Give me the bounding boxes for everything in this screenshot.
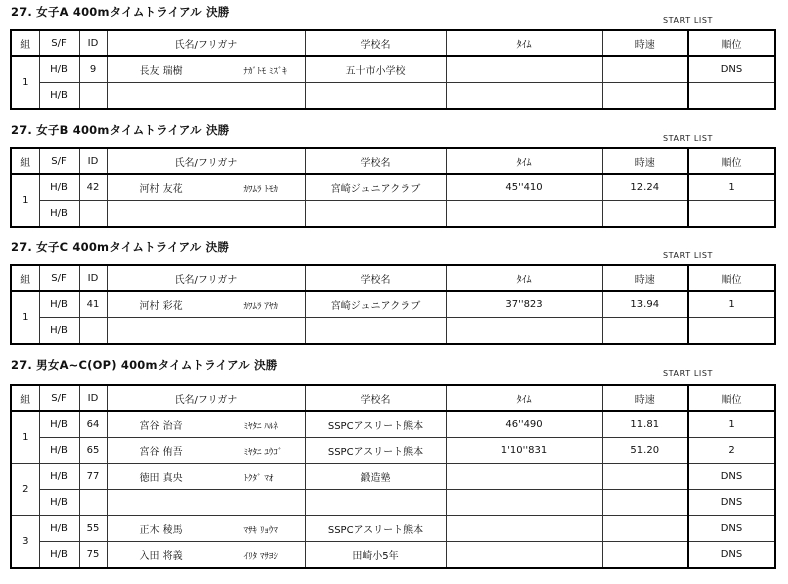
school-cell: 宮崎ジュニアクラブ xyxy=(305,174,446,201)
table-row xyxy=(11,291,775,318)
header-time: ﾀｲﾑ xyxy=(446,148,602,174)
id-cell: 77 xyxy=(79,464,107,490)
name-cell xyxy=(107,291,305,318)
rank-cell: DNS xyxy=(688,56,775,83)
header-school: 学校名 xyxy=(305,30,446,56)
athlete-kana: ﾐﾔﾀﾆ ﾊﾙﾈ xyxy=(243,422,278,432)
header-time: ﾀｲﾑ xyxy=(446,385,602,411)
athlete-name: 入田 将義 xyxy=(139,551,183,562)
athlete-name: 宮谷 侑吾 xyxy=(139,447,183,458)
group-cell: 1 xyxy=(11,291,39,344)
sf-cell: H/B xyxy=(39,291,79,318)
header-group: 組 xyxy=(11,148,39,174)
header-group: 組 xyxy=(11,265,39,291)
athlete-kana: ﾏｻｷ ﾘｮｳﾏ xyxy=(243,526,278,536)
name-cell xyxy=(107,542,305,569)
id-cell xyxy=(79,318,107,345)
table-row xyxy=(11,174,775,201)
header-rank: 順位 xyxy=(688,148,775,174)
name-cell xyxy=(107,490,305,516)
group-cell: 3 xyxy=(11,516,39,569)
sf-cell: H/B xyxy=(39,438,79,464)
sf-cell: H/B xyxy=(39,174,79,201)
time-cell xyxy=(446,83,602,110)
rank-cell xyxy=(688,83,775,110)
header-time: ﾀｲﾑ xyxy=(446,265,602,291)
table-row xyxy=(11,83,775,110)
time-cell xyxy=(446,542,602,569)
speed-cell: 12.24 xyxy=(602,174,688,201)
athlete-name: 河村 彩花 xyxy=(139,301,183,312)
header-school: 学校名 xyxy=(305,265,446,291)
school-cell: SSPCアスリート熊本 xyxy=(305,516,446,542)
header-rank: 順位 xyxy=(688,265,775,291)
rank-cell: DNS xyxy=(688,464,775,490)
name-cell xyxy=(107,438,305,464)
name-cell xyxy=(107,516,305,542)
table-row xyxy=(11,516,775,542)
sf-cell: H/B xyxy=(39,318,79,345)
header-row xyxy=(11,265,775,291)
athlete-kana: ｶﾜﾑﾗ ｱﾔｶ xyxy=(243,302,278,312)
header-rank: 順位 xyxy=(688,30,775,56)
name-cell xyxy=(107,411,305,438)
start-list-label: START LIST xyxy=(663,251,714,260)
athlete-name: 正木 稜馬 xyxy=(139,525,183,536)
time-cell xyxy=(446,201,602,228)
header-id: ID xyxy=(79,265,107,291)
header-sf: S/F xyxy=(39,148,79,174)
speed-cell: 51.20 xyxy=(602,438,688,464)
table-row xyxy=(11,201,775,228)
results-table xyxy=(10,147,776,228)
time-cell: 46''490 xyxy=(446,411,602,438)
rank-cell: 1 xyxy=(688,174,775,201)
school-cell: SSPCアスリート熊本 xyxy=(305,438,446,464)
header-row xyxy=(11,30,775,56)
athlete-name: 宮谷 治音 xyxy=(139,421,183,432)
athlete-kana: ﾅｶﾞﾄﾓ ﾐｽﾞｷ xyxy=(243,67,287,77)
id-cell: 42 xyxy=(79,174,107,201)
header-speed: 時速 xyxy=(602,148,688,174)
id-cell: 65 xyxy=(79,438,107,464)
athlete-kana: ｶﾜﾑﾗ ﾄﾓｶ xyxy=(243,185,278,195)
header-speed: 時速 xyxy=(602,30,688,56)
header-speed: 時速 xyxy=(602,385,688,411)
table-row xyxy=(11,411,775,438)
time-cell xyxy=(446,56,602,83)
time-cell xyxy=(446,490,602,516)
school-cell: SSPCアスリート熊本 xyxy=(305,411,446,438)
header-speed: 時速 xyxy=(602,265,688,291)
header-rank: 順位 xyxy=(688,385,775,411)
id-cell xyxy=(79,83,107,110)
group-cell: 2 xyxy=(11,464,39,516)
header-row xyxy=(11,148,775,174)
header-group: 組 xyxy=(11,385,39,411)
speed-cell xyxy=(602,83,688,110)
group-cell: 1 xyxy=(11,56,39,109)
header-id: ID xyxy=(79,30,107,56)
id-cell: 64 xyxy=(79,411,107,438)
header-id: ID xyxy=(79,385,107,411)
school-cell: 鍛造塾 xyxy=(305,464,446,490)
speed-cell xyxy=(602,318,688,345)
header-school: 学校名 xyxy=(305,148,446,174)
school-cell: 宮崎ジュニアクラブ xyxy=(305,291,446,318)
rank-cell: 1 xyxy=(688,411,775,438)
name-cell xyxy=(107,83,305,110)
results-table xyxy=(10,264,776,345)
speed-cell xyxy=(602,56,688,83)
table-row xyxy=(11,464,775,490)
name-cell xyxy=(107,56,305,83)
name-cell xyxy=(107,318,305,345)
start-list-label: START LIST xyxy=(663,134,714,143)
header-name: 氏名/フリガナ xyxy=(107,385,305,411)
section-title: 27. 女子A 400mタイムトライアル 決勝 xyxy=(11,5,230,19)
athlete-kana: ﾄｸﾀﾞ ﾏｵ xyxy=(243,474,274,484)
sf-cell: H/B xyxy=(39,490,79,516)
header-row xyxy=(11,385,775,411)
header-sf: S/F xyxy=(39,385,79,411)
name-cell xyxy=(107,201,305,228)
speed-cell xyxy=(602,490,688,516)
section-title: 27. 女子C 400mタイムトライアル 決勝 xyxy=(11,240,230,254)
group-cell: 1 xyxy=(11,411,39,464)
rank-cell xyxy=(688,318,775,345)
id-cell xyxy=(79,201,107,228)
speed-cell: 11.81 xyxy=(602,411,688,438)
athlete-name: 長友 瑞樹 xyxy=(139,66,183,77)
school-cell xyxy=(305,490,446,516)
speed-cell: 13.94 xyxy=(602,291,688,318)
id-cell: 41 xyxy=(79,291,107,318)
table-row xyxy=(11,542,775,569)
header-id: ID xyxy=(79,148,107,174)
sf-cell: H/B xyxy=(39,542,79,569)
sf-cell: H/B xyxy=(39,464,79,490)
id-cell: 9 xyxy=(79,56,107,83)
name-cell xyxy=(107,464,305,490)
athlete-name: 河村 友花 xyxy=(139,184,183,195)
start-list-label: START LIST xyxy=(663,369,714,378)
time-cell: 45''410 xyxy=(446,174,602,201)
speed-cell xyxy=(602,201,688,228)
section-title: 27. 男女A~C(OP) 400mタイムトライアル 決勝 xyxy=(11,358,278,372)
time-cell: 37''823 xyxy=(446,291,602,318)
athlete-name: 徳田 真央 xyxy=(139,473,183,484)
rank-cell: DNS xyxy=(688,490,775,516)
header-sf: S/F xyxy=(39,30,79,56)
header-time: ﾀｲﾑ xyxy=(446,30,602,56)
time-cell xyxy=(446,516,602,542)
rank-cell: 2 xyxy=(688,438,775,464)
id-cell xyxy=(79,490,107,516)
results-table xyxy=(10,29,776,110)
sf-cell: H/B xyxy=(39,56,79,83)
sf-cell: H/B xyxy=(39,516,79,542)
table-row xyxy=(11,490,775,516)
table-row xyxy=(11,438,775,464)
rank-cell: DNS xyxy=(688,542,775,569)
id-cell: 55 xyxy=(79,516,107,542)
athlete-kana: ｲﾘﾀ ﾏｻﾖｼ xyxy=(243,552,278,562)
school-cell: 五十市小学校 xyxy=(305,56,446,83)
section-title: 27. 女子B 400mタイムトライアル 決勝 xyxy=(11,123,230,137)
sf-cell: H/B xyxy=(39,411,79,438)
header-school: 学校名 xyxy=(305,385,446,411)
header-name: 氏名/フリガナ xyxy=(107,148,305,174)
table-row xyxy=(11,56,775,83)
speed-cell xyxy=(602,516,688,542)
sf-cell: H/B xyxy=(39,201,79,228)
table-row xyxy=(11,318,775,345)
header-group: 組 xyxy=(11,30,39,56)
id-cell: 75 xyxy=(79,542,107,569)
school-cell xyxy=(305,83,446,110)
header-name: 氏名/フリガナ xyxy=(107,265,305,291)
start-list-label: START LIST xyxy=(663,16,714,25)
sf-cell: H/B xyxy=(39,83,79,110)
school-cell: 田崎小5年 xyxy=(305,542,446,569)
rank-cell: DNS xyxy=(688,516,775,542)
time-cell xyxy=(446,464,602,490)
athlete-kana: ﾐﾔﾀﾆ ﾕｳｺﾞ xyxy=(243,448,283,458)
speed-cell xyxy=(602,542,688,569)
school-cell xyxy=(305,201,446,228)
school-cell xyxy=(305,318,446,345)
time-cell: 1'10''831 xyxy=(446,438,602,464)
header-sf: S/F xyxy=(39,265,79,291)
name-cell xyxy=(107,174,305,201)
rank-cell xyxy=(688,201,775,228)
results-table xyxy=(10,384,776,569)
header-name: 氏名/フリガナ xyxy=(107,30,305,56)
rank-cell: 1 xyxy=(688,291,775,318)
group-cell: 1 xyxy=(11,174,39,227)
time-cell xyxy=(446,318,602,345)
speed-cell xyxy=(602,464,688,490)
